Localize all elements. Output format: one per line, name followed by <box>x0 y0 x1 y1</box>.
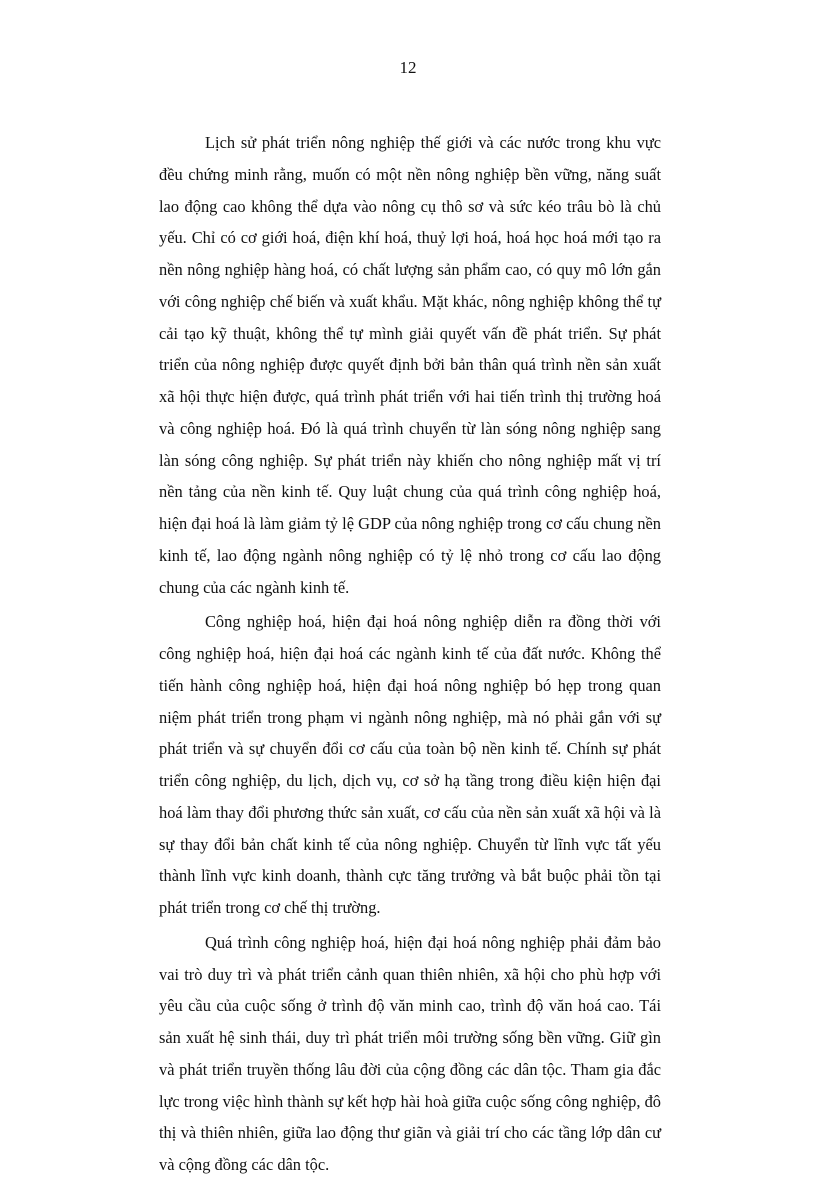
paragraph-2: Công nghiệp hoá, hiện đại hoá nông nghiệp diễn ra đồng thời với công nghiệp hoá, hiện đại hoá các ngành kinh tế của đất nước. Không thể tiến hành công nghiệp hoá, hiện đại hoá nông nghiệp bó hẹp trong quan niệm phát triển trong phạm vi ngành nông nghiệp, mà nó phải gắn với sự phát triển và sự chuyển đổi cơ cấu của toàn bộ nền kinh tế. Chính sự phát triển công nghiệp, du lịch, dịch vụ, cơ sở hạ tầng trong điều kiện hiện đại hoá làm thay đổi phương thức sản xuất, cơ cấu của nền sản xuất xã hội và là sự thay đổi bản chất kinh tế của nông nghiệp. Chuyển từ lĩnh vực tất yếu thành lĩnh vực kinh doanh, thành cực tăng trưởng và bắt buộc phải tồn tại phát triển trong cơ chế thị trường. <box>159 612 661 917</box>
paragraph-3: Quá trình công nghiệp hoá, hiện đại hoá nông nghiệp phải đảm bảo vai trò duy trì và phát triển cảnh quan thiên nhiên, xã hội cho phù hợp với yêu cầu của cuộc sống ở trình độ văn minh cao, trình độ văn hoá cao. Tái sản xuất hệ sinh thái, duy trì phát triển môi trường sống bền vững. Giữ gìn và phát triển truyền thống lâu đời của cộng đồng các dân tộc. Tham gia đắc lực trong việc hình thành sự kết hợp hài hoà giữa cuộc sống công nghiệp, đô thị và thiên nhiên, giữa lao động thư giãn và giải trí cho các tầng lớp dân cư và cộng đồng các dân tộc. <box>159 932 661 1174</box>
document-body <box>159 127 661 1181</box>
page-number: 12 <box>399 58 417 77</box>
paragraph-1: Lịch sử phát triển nông nghiệp thế giới và các nước trong khu vực đều chứng minh rằng, muốn có một nền nông nghiệp bền vững, năng suất lao động cao không thể dựa vào nông cụ thô sơ và sức kéo trâu bò là chủ yếu. Chỉ có cơ giới hoá, điện khí hoá, thuỷ lợi hoá, hoá học hoá mới tạo ra nền nông nghiệp hàng hoá, có chất lượng sản phẩm cao, có quy mô lớn gắn với công nghiệp chế biến và xuất khẩu. Mặt khác, nông nghiệp không thể tự cải tạo kỹ thuật, không thể tự mình giải quyết vấn đề phát triển. Sự phát triển của nông nghiệp được quyết định bởi bản thân quá trình nền sản xuất xã hội thực hiện được, quá trình phát triển với hai tiến trình thị trường hoá và công nghiệp hoá. Đó là quá trình chuyển từ làn sóng nông nghiệp sang làn sóng công nghiệp. Sự phát triển này khiến cho nông nghiệp mất vị trí nền tảng của nền kinh tế. Quy luật chung của quá trình công nghiệp hoá, hiện đại hoá là làm giảm tỷ lệ GDP của nông nghiệp trong cơ cấu chung nền kinh tế, lao động ngành nông nghiệp có tỷ lệ nhỏ trong cơ cấu lao động chung của các ngành kinh tế. <box>159 133 661 597</box>
